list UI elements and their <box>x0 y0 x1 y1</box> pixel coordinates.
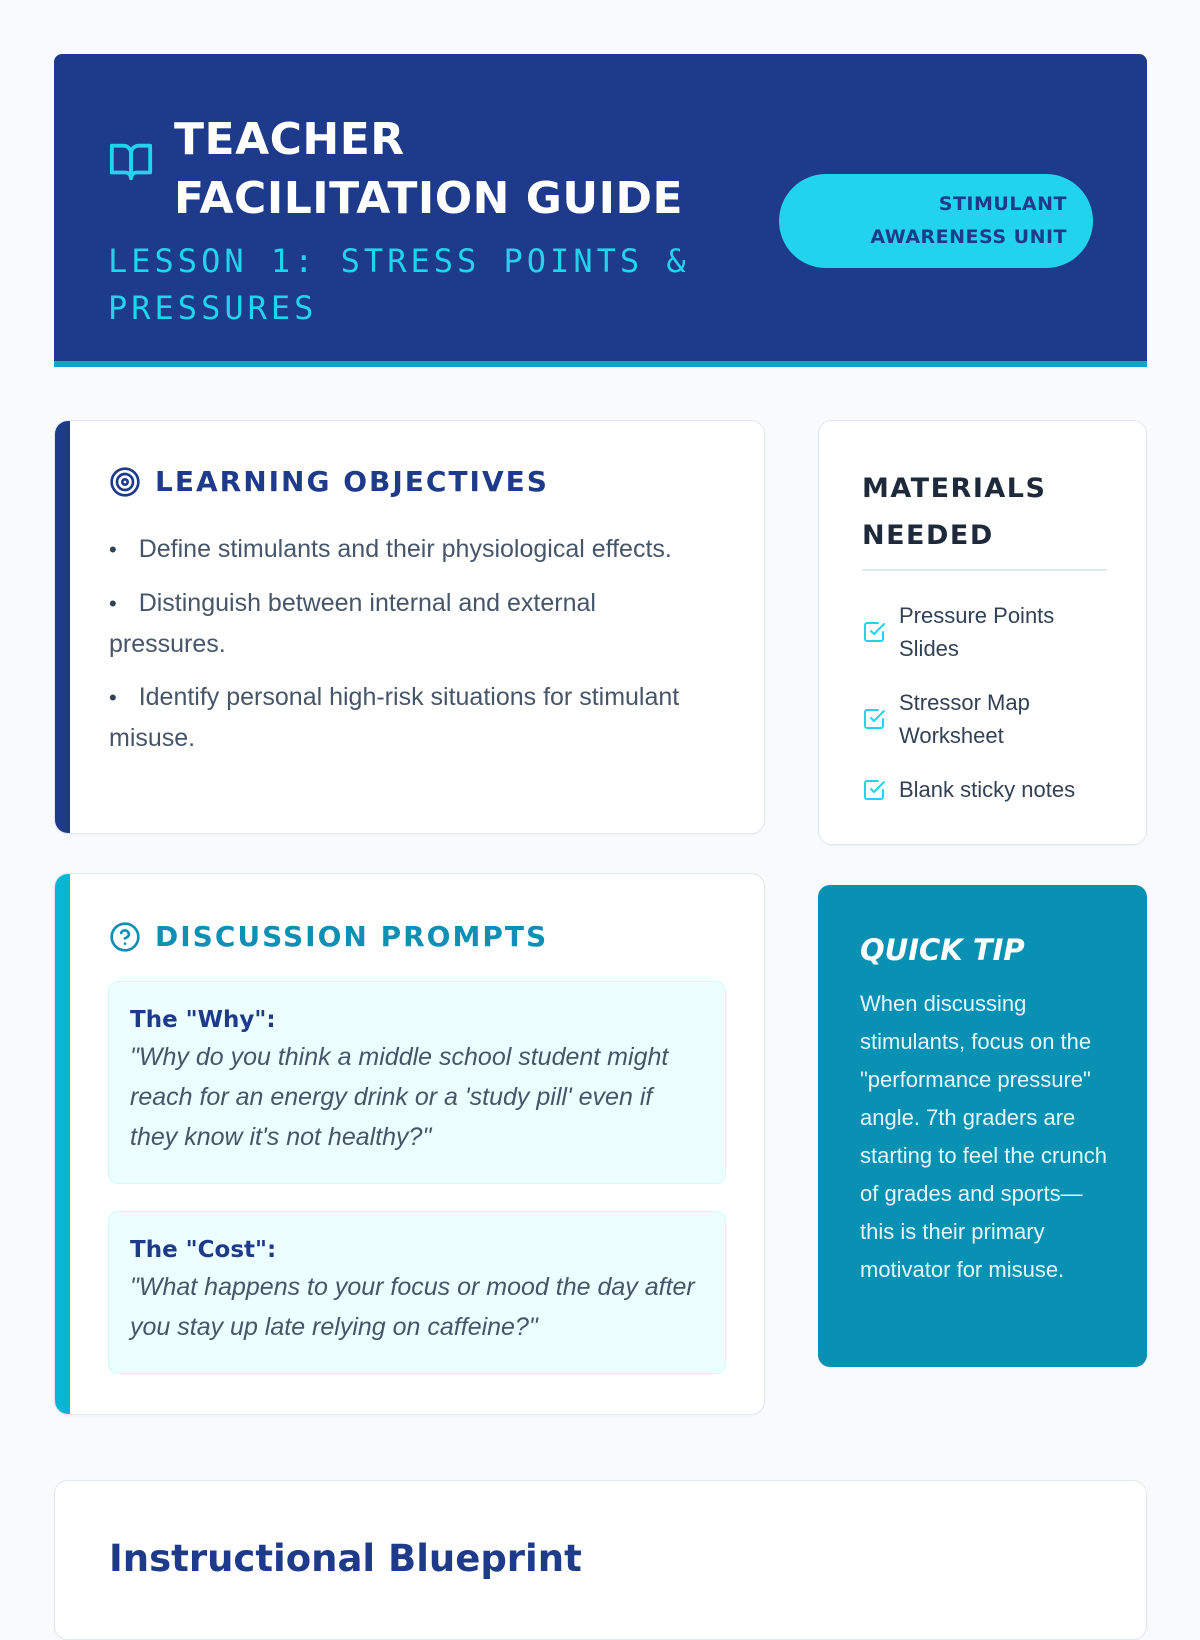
checkbox-checked-icon <box>862 778 886 802</box>
tip-title: QUICK TIP <box>860 933 1025 967</box>
materials-title: MATERIALS NEEDED <box>862 473 1047 551</box>
guide-header <box>54 54 1147 367</box>
lesson-subtitle: LESSON 1: STRESS POINTS & PRESSURES <box>108 242 690 327</box>
discussion-prompts-card <box>54 873 765 1415</box>
prompt-box <box>108 981 726 1184</box>
material-item <box>862 599 1099 665</box>
objective-item: • Distinguish between internal and external pressures. <box>109 583 699 664</box>
header-title-row <box>108 110 734 228</box>
material-item <box>862 686 1099 752</box>
objectives-title: LEARNING OBJECTIVES <box>155 465 549 498</box>
material-item <box>862 773 1099 806</box>
prompt-label: The "Cost": <box>130 1237 277 1263</box>
learning-objectives-card <box>54 420 765 834</box>
material-label: Pressure Points Slides <box>899 603 1055 661</box>
material-label: Blank sticky notes <box>899 777 1076 802</box>
unit-badge-label: STIMULANT AWARENESS UNIT <box>870 193 1067 248</box>
material-label: Stressor Map Worksheet <box>899 690 1030 748</box>
divider <box>862 569 1107 571</box>
target-icon <box>109 466 141 498</box>
objectives-list <box>109 529 699 771</box>
instructional-blueprint-card <box>54 1480 1147 1640</box>
objectives-heading <box>109 465 549 498</box>
prompt-text: "Why do you think a middle school student might reach for an energy drink or a 'study pill' even if they know it's not healthy?" <box>130 1043 669 1151</box>
tip-text: When discussing stimulants, focus on the "performance pressure" angle. 7th graders are starting to feel the crunch of grades and sports—this is their primary motivator for misuse. <box>860 991 1108 1282</box>
unit-badge <box>779 174 1093 268</box>
prompt-text: "What happens to your focus or mood the day after you stay up late relying on caffeine?" <box>130 1273 695 1341</box>
prompts-heading <box>109 920 548 953</box>
blueprint-title: Instructional Blueprint <box>109 1537 582 1580</box>
prompt-box <box>108 1211 726 1374</box>
page-title: TEACHER FACILITATION GUIDE <box>174 114 684 224</box>
prompts-title: DISCUSSION PROMPTS <box>155 920 549 953</box>
checkbox-checked-icon <box>862 620 886 644</box>
quick-tip-card <box>818 885 1147 1367</box>
materials-card <box>818 420 1147 845</box>
book-open-icon <box>108 138 154 184</box>
objective-item: • Define stimulants and their physiological effects. <box>109 529 699 570</box>
card-accent-bar <box>55 421 70 833</box>
objective-item: • Identify personal high-risk situations for stimulant misuse. <box>109 677 699 758</box>
help-circle-icon <box>109 921 141 953</box>
card-accent-bar <box>55 874 70 1414</box>
prompt-label: The "Why": <box>130 1007 276 1033</box>
checkbox-checked-icon <box>862 707 886 731</box>
